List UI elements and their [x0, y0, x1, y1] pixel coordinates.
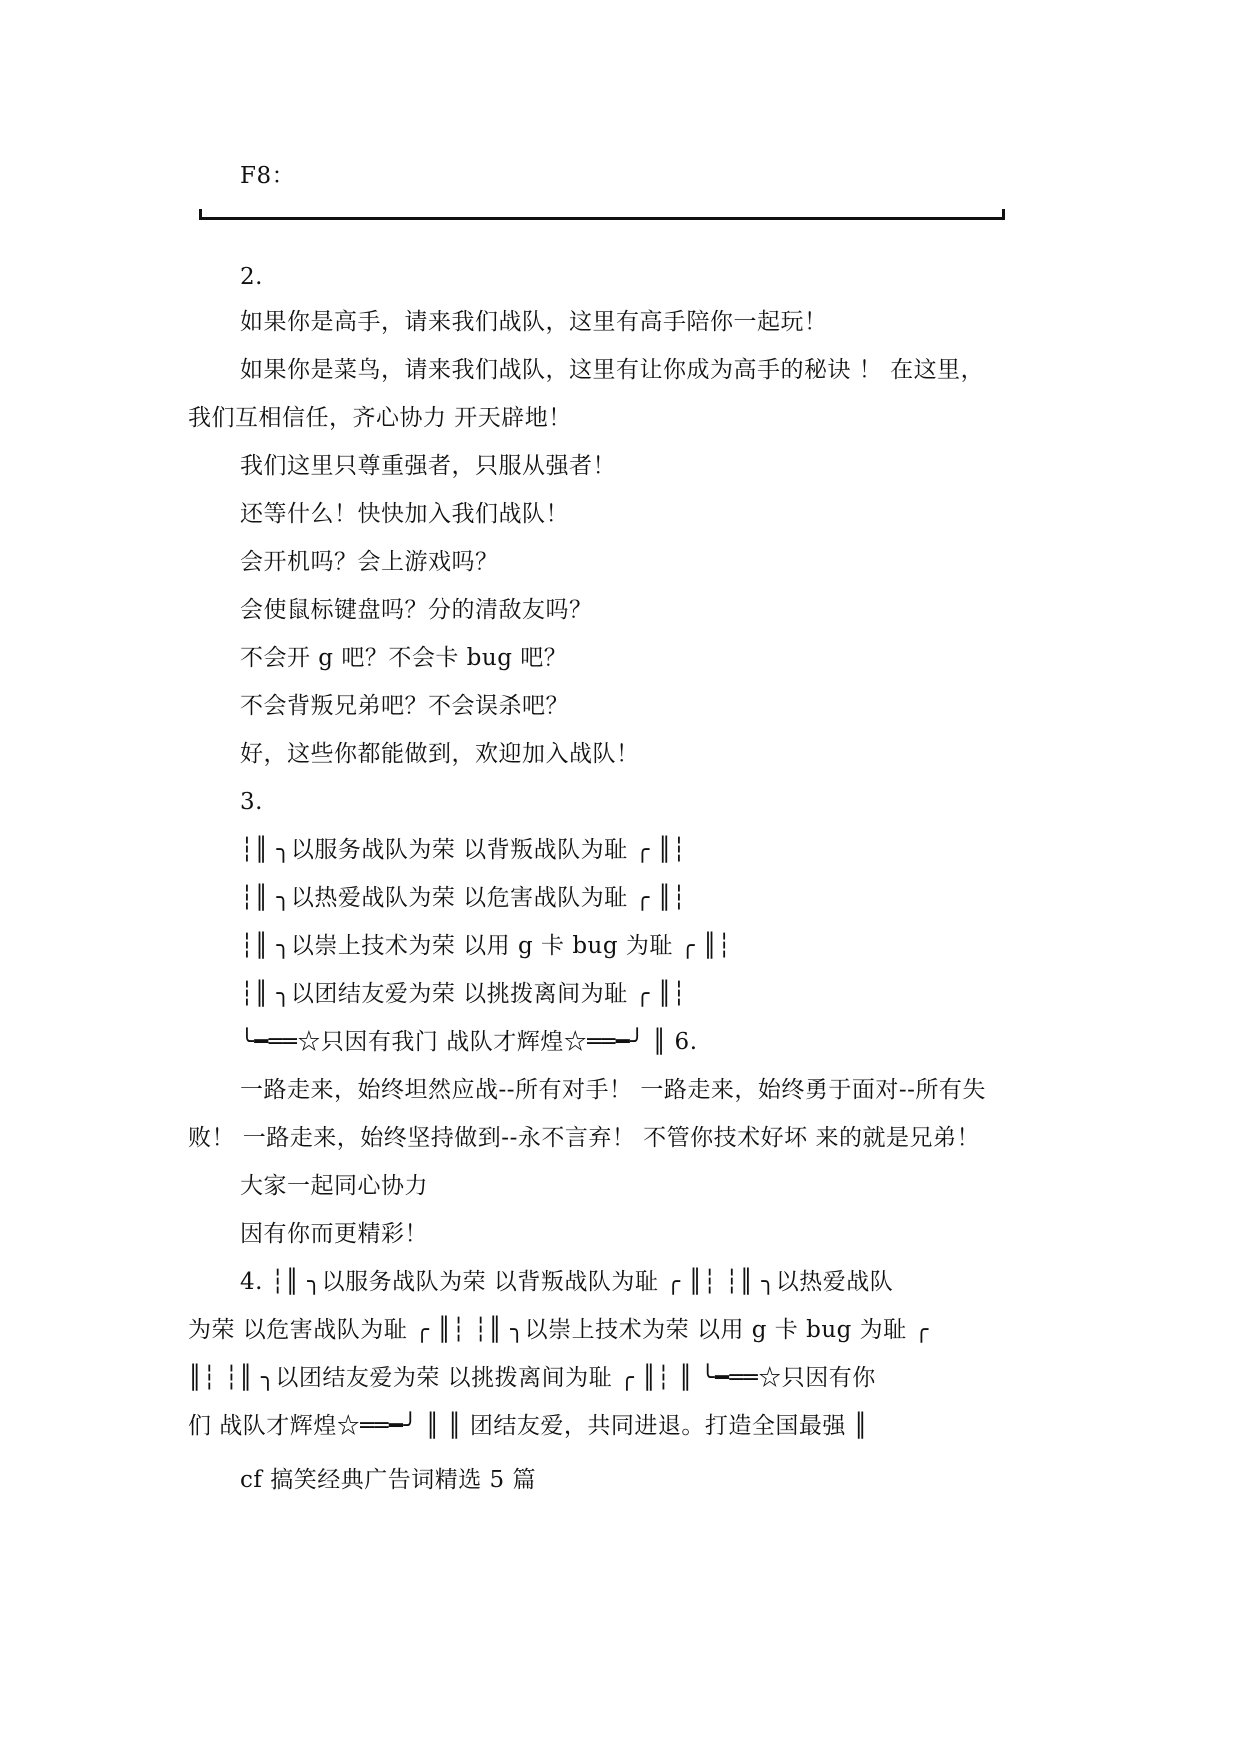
text-line: ║┆ ┆║ ╮以团结友爱为荣 以挑拨离间为耻 ╭ ║┆ ║ ╰━══☆只因有你	[188, 1365, 876, 1391]
text-line: 不会背叛兄弟吧？不会误杀吧？	[240, 693, 569, 719]
text-line: 一路走来，始终坦然应战--所有对手！ 一路走来，始终勇于面对--所有失	[240, 1077, 986, 1103]
section-number-3: 3.	[240, 789, 263, 815]
text-line: 会开机吗？会上游戏吗？	[240, 549, 499, 575]
text-line: 不会开 g 吧？不会卡 bug 吧？	[240, 645, 568, 671]
motto-line: ┆║ ╮以崇上技术为荣 以用 g 卡 bug 为耻 ╭ ║┆	[240, 933, 732, 959]
motto-line: ┆║ ╮以热爱战队为荣 以危害战队为耻 ╭ ║┆	[240, 885, 687, 911]
motto-line: ┆║ ╮以服务战队为荣 以背叛战队为耻 ╭ ║┆	[240, 837, 687, 863]
bracket-divider	[199, 209, 1005, 220]
section-number-2: 2.	[240, 264, 263, 290]
motto-line: ╰━══☆只因有我门 战队才辉煌☆══━╯ ║ 6.	[240, 1029, 698, 1055]
text-line: 因有你而更精彩！	[240, 1221, 428, 1247]
text-line: 好，这些你都能做到，欢迎加入战队！	[240, 741, 640, 767]
text-line: 们 战队才辉煌☆══━╯ ║ ║ 团结友爱，共同进退。打造全国最强 ║	[188, 1413, 868, 1439]
motto-line: ┆║ ╮以团结友爱为荣 以挑拨离间为耻 ╭ ║┆	[240, 981, 687, 1007]
text-line: 还等什么！快快加入我们战队！	[240, 501, 569, 527]
text-line: 会使鼠标键盘吗？分的清敌友吗？	[240, 597, 593, 623]
closing-title: cf 搞笑经典广告词精选 5 篇	[240, 1467, 536, 1493]
text-line: 败！ 一路走来，始终坚持做到--永不言弃！ 不管你技术好坏 来的就是兄弟！	[188, 1125, 980, 1151]
text-line: 如果你是高手，请来我们战队，这里有高手陪你一起玩！	[240, 309, 828, 335]
text-line: 4. ┆║ ╮以服务战队为荣 以背叛战队为耻 ╭ ║┆ ┆║ ╮以热爱战队	[240, 1269, 894, 1295]
text-line: 大家一起同心协力	[240, 1173, 428, 1199]
text-line: 我们互相信任，齐心协力 开天辟地！	[188, 405, 572, 431]
text-line: 我们这里只尊重强者，只服从强者！	[240, 453, 616, 479]
f8-label: F8：	[240, 163, 296, 189]
text-line: 为荣 以危害战队为耻 ╭ ║┆ ┆║ ╮以崇上技术为荣 以用 g 卡 bug 为耻 ╭	[188, 1317, 929, 1343]
text-line: 如果你是菜鸟，请来我们战队，这里有让你成为高手的秘诀 ！ 在这里，	[240, 357, 985, 383]
